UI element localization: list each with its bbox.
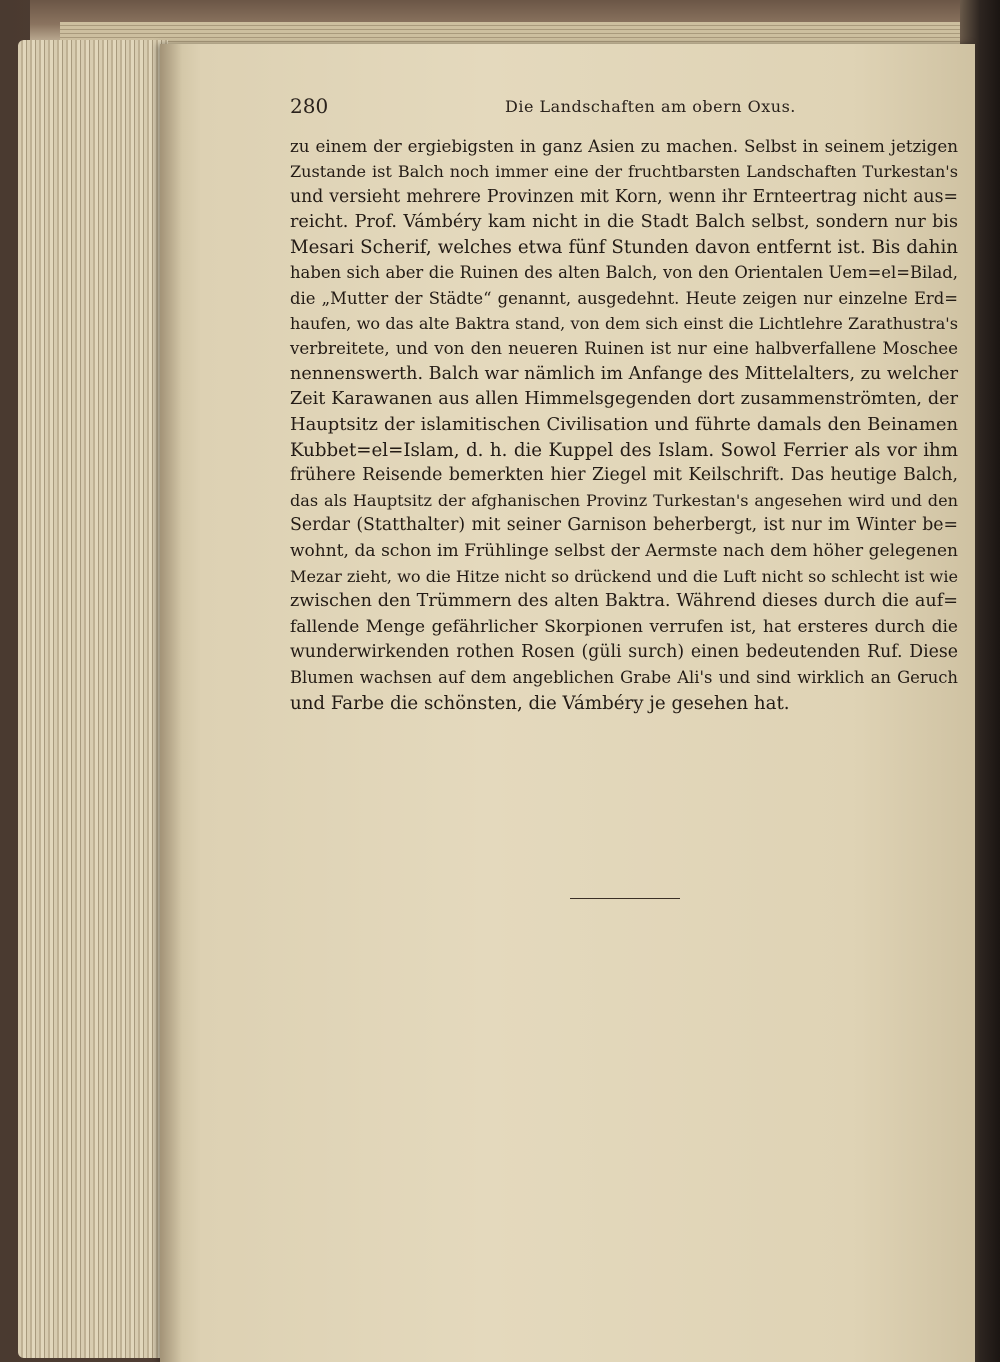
text-line: Kubbet=el=Islam, d. h. die Kuppel des Islam. Sowol Ferrier als vor ihm — [290, 439, 958, 461]
text-line: haufen, wo das alte Baktra stand, von dem sich einst die Lichtlehre Zarathustra's — [290, 314, 958, 334]
text-line: und versieht mehrere Provinzen mit Korn, wenn ihr Ernteertrag nicht aus= — [290, 186, 958, 207]
text-line: Zeit Karawanen aus allen Himmelsgegenden dort zusammenströmten, der — [290, 388, 958, 409]
text-line: Mezar zieht, wo die Hitze nicht so drückend und die Luft nicht so schlecht ist wie — [290, 567, 958, 587]
text-line: nennenswerth. Balch war nämlich im Anfange des Mittelalters, zu welcher — [290, 363, 958, 384]
text-line: Zustande ist Balch noch immer eine der fruchtbarsten Landschaften Turkestan's — [290, 162, 958, 182]
text-line: wunderwirkenden rothen Rosen (güli surch) einen bedeutenden Ruf. Diese — [290, 641, 958, 662]
running-head: Die Landschaften am obern Oxus. — [505, 97, 796, 116]
text-line: zwischen den Trümmern des alten Baktra. Während dieses durch die auf= — [290, 591, 958, 612]
page-header — [290, 94, 960, 124]
text-line: Serdar (Statthalter) mit seiner Garnison beherbergt, ist nur im Winter be= — [290, 515, 958, 536]
page-number: 280 — [290, 94, 329, 118]
text-line: das als Hauptsitz der afghanischen Provinz Turkestan's angesehen wird und den — [290, 491, 958, 511]
text-line-last: und Farbe die schönsten, die Vámbéry je gesehen hat. — [290, 692, 790, 714]
page-stack-left — [18, 40, 168, 1358]
text-line: frühere Reisende bemerkten hier Ziegel mit Keilschrift. Das heutige Balch, — [290, 464, 958, 485]
body-text — [290, 134, 958, 716]
text-line: reicht. Prof. Vámbéry kam nicht in die Stadt Balch selbst, sondern nur bis — [290, 211, 958, 232]
text-line: fallende Menge gefährlicher Skorpionen verrufen ist, hat ersteres durch die — [290, 616, 958, 637]
text-line: verbreitete, und von den neueren Ruinen ist nur eine halbverfallene Moschee — [290, 338, 958, 359]
text-line: Hauptsitz der islamitischen Civilisation und führte damals den Beinamen — [290, 414, 958, 436]
text-line: wohnt, da schon im Frühlinge selbst der Aermste nach dem höher gelegenen — [290, 540, 958, 561]
text-line: Blumen wachsen auf dem angeblichen Grabe Ali's und sind wirklich an Geruch — [290, 668, 958, 688]
text-line: zu einem der ergiebigsten in ganz Asien zu machen. Selbst in seinem jetzigen — [290, 136, 958, 156]
text-line: die „Mutter der Städte“ genannt, ausgedehnt. Heute zeigen nur einzelne Erd= — [290, 288, 958, 308]
text-line: haben sich aber die Ruinen des alten Balch, von den Orientalen Uem=el=Bilad, — [290, 263, 958, 283]
section-divider — [570, 898, 680, 899]
spine-shadow — [160, 44, 182, 1362]
text-line: Mesari Scherif, welches etwa fünf Stunden davon entfernt ist. Bis dahin — [290, 237, 958, 259]
